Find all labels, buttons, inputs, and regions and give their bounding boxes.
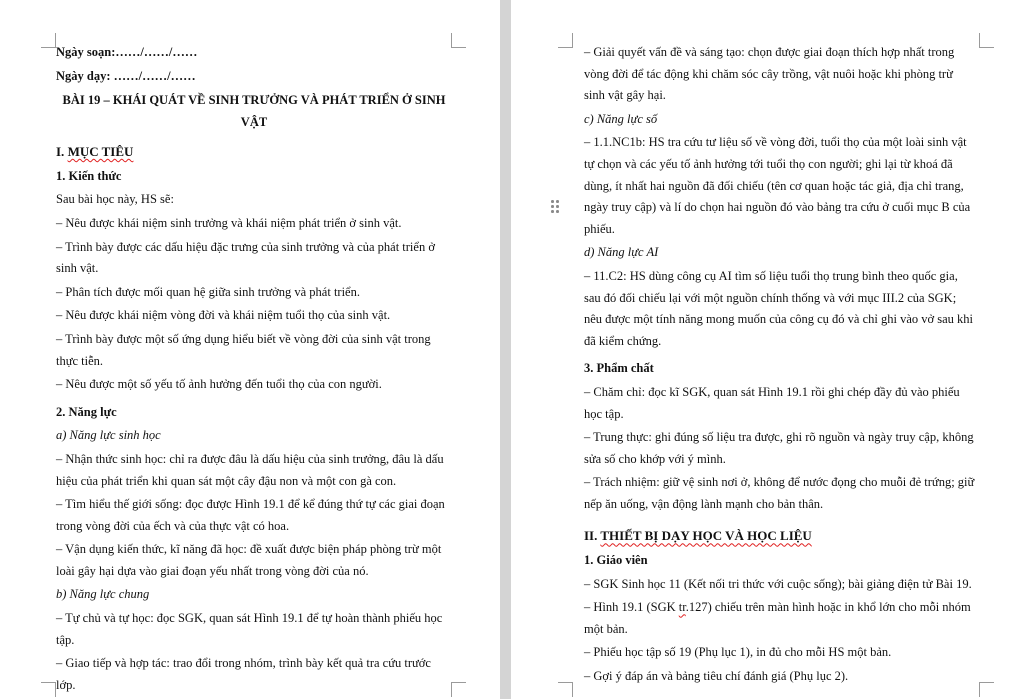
subheading-giao-vien: 1. Giáo viên: [584, 553, 648, 568]
hinh-item-end: .127) chiếu trên màn hình hoặc in khổ lớn cho mỗi nhóm một bản.: [584, 600, 971, 636]
objective-item: – Nêu được một số yếu tố ảnh hưởng đến tuổi thọ của con người.: [56, 377, 382, 392]
crop-mark-bottom-left: [41, 682, 56, 697]
subheading-nang-luc-sinh-hoc: a) Năng lực sinh học: [56, 428, 161, 443]
table-move-handle-icon[interactable]: [551, 200, 559, 214]
subheading-nang-luc-ai: d) Năng lực AI: [584, 245, 659, 260]
nang-luc-so-item: – 1.1.NC1b: HS tra cứu tư liệu số về vòng đời, tuổi thọ của một loài sinh vật tự chọn và các yếu tố ảnh hưởng tới tuổi thọ con người; ghi lại từ khoá đã dùng, ít nhất hai nguồn đã đối chiếu (tên cơ quan hoặc tác giả, địa chỉ trang, ngày truy cập) và lí do chọn hai nguồn đó vào bảng tra cứu ở cuối mục B của phiếu.: [584, 135, 971, 236]
subheading-kien-thuc: 1. Kiến thức: [56, 168, 122, 183]
hinh-item: [584, 597, 976, 640]
goi-y-item: – Gợi ý đáp án và bảng tiêu chí đánh giá (Phụ lục 2).: [584, 669, 849, 684]
crop-mark-bottom-left: [558, 682, 573, 697]
hinh-item-start: – Hình 19.1 (SGK: [584, 600, 679, 615]
ngay-day: Ngày dạy: ……/……/……: [56, 68, 196, 83]
document-page-left: [0, 0, 500, 699]
page-right-body[interactable]: [584, 42, 976, 688]
subheading-nang-luc: 2. Năng lực: [56, 404, 117, 419]
subheading-pham-chat: 3. Phẩm chất: [584, 361, 654, 376]
crop-mark-top-right: [451, 33, 466, 48]
ngay-soan: Ngày soạn:……/……/……: [56, 45, 198, 59]
giai-quyet-item: – Giải quyết vấn đề và sáng tạo: chọn được giai đoạn thích hợp nhất trong vòng đời để tác động khi chăm sóc cây trồng, vật nuôi hoặc khi phòng trừ sinh vật gây hại.: [584, 45, 955, 103]
crop-mark-bottom-right: [979, 682, 994, 697]
crop-mark-top-left: [41, 33, 56, 48]
objective-item: – Nêu được khái niệm vòng đời và khái niệm tuổi thọ của sinh vật.: [56, 308, 391, 323]
section-number: II.: [584, 528, 601, 544]
chung-item: – Tự chủ và tự học: đọc SGK, quan sát Hình 19.1 để tự hoàn thành phiếu học tập.: [56, 611, 443, 647]
sinh-hoc-item: – Vận dụng kiến thức, kĩ năng đã học: đề xuất được biện pháp phòng trừ một loài gây hại dựa vào giai đoạn yếu nhất trong vòng đời của nó.: [56, 542, 442, 578]
document-page-right: [511, 0, 1019, 699]
chung-item: – Giao tiếp và hợp tác: trao đổi trong nhóm, trình bày kết quả tra cứu trước lớp.: [56, 656, 431, 692]
objective-item: – Nêu được khái niệm sinh trưởng và khái niệm phát triển ở sinh vật.: [56, 215, 402, 230]
crop-mark-bottom-right: [451, 682, 466, 697]
nang-luc-ai-item: – 11.C2: HS dùng công cụ AI tìm số liệu tuổi thọ trung bình theo quốc gia, sau đó đối chiếu lại với một nguồn chính thống và với mục III.2 của SGK; nêu được một tính năng mong muốn của công cụ đó và chỉ ghi vào vở sau khi đã kiểm chứng.: [584, 268, 974, 348]
phieu-item: – Phiếu học tập số 19 (Phụ lục 1), in đủ cho mỗi HS một bản.: [584, 645, 892, 660]
page-gap: [500, 0, 511, 699]
intro-text: Sau bài học này, HS sẽ:: [56, 192, 174, 207]
lesson-title: BÀI 19 – KHÁI QUÁT VỀ SINH TRƯỞNG VÀ PHÁT TRIỂN Ở SINH VẬT: [62, 93, 446, 130]
pham-chat-item: – Chăm chỉ: đọc kĩ SGK, quan sát Hình 19.1 rồi ghi chép đầy đủ vào phiếu học tập.: [584, 384, 960, 421]
crop-mark-top-right: [979, 33, 994, 48]
pham-chat-item: – Trách nhiệm: giữ vệ sinh nơi ở, không để nước đọng cho muỗi đẻ trứng; giữ nếp ăn uống, vận động lành mạnh cho bản thân.: [584, 475, 975, 511]
sinh-hoc-item: – Nhận thức sinh học: chỉ ra được đâu là dấu hiệu của sinh trưởng, đâu là dấu hiệu của phát triển khi quan sát một cây đậu non và một con gà con.: [56, 451, 444, 488]
section-title: MỤC TIÊU: [67, 144, 134, 160]
crop-mark-top-left: [558, 33, 573, 48]
pham-chat-item: – Trung thực: ghi đúng số liệu tra được, ghi rõ nguồn và ngày truy cập, không sửa số cho khớp với ý mình.: [584, 430, 974, 466]
section-title: THIẾT BỊ DẠY HỌC VÀ HỌC LIỆU: [600, 528, 812, 544]
section-heading-thiet-bi: [584, 525, 976, 547]
subheading-nang-luc-chung: b) Năng lực chung: [56, 587, 150, 602]
objective-item: – Trình bày được các dấu hiệu đặc trưng của sinh trưởng và của phát triển ở sinh vật.: [56, 239, 435, 276]
section-heading-muc-tieu: [56, 141, 452, 163]
sgk-item: – SGK Sinh học 11 (Kết nối tri thức với cuộc sống); bài giảng điện tử Bài 19.: [584, 576, 972, 591]
subheading-nang-luc-so: c) Năng lực số: [584, 111, 658, 126]
hinh-item-page-abbrev: tr: [678, 600, 686, 615]
objective-item: – Phân tích được mối quan hệ giữa sinh trưởng và phát triển.: [56, 284, 360, 299]
page-left-body[interactable]: [56, 42, 452, 696]
objective-item: – Trình bày được một số ứng dụng hiểu biết về vòng đời của sinh vật trong thực tiễn.: [56, 331, 431, 368]
section-number: I.: [56, 144, 68, 160]
sinh-hoc-item: – Tìm hiểu thế giới sống: đọc được Hình 19.1 để kể đúng thứ tự các giai đoạn trong vòng đời của ếch và của thực vật có hoa.: [56, 497, 445, 533]
